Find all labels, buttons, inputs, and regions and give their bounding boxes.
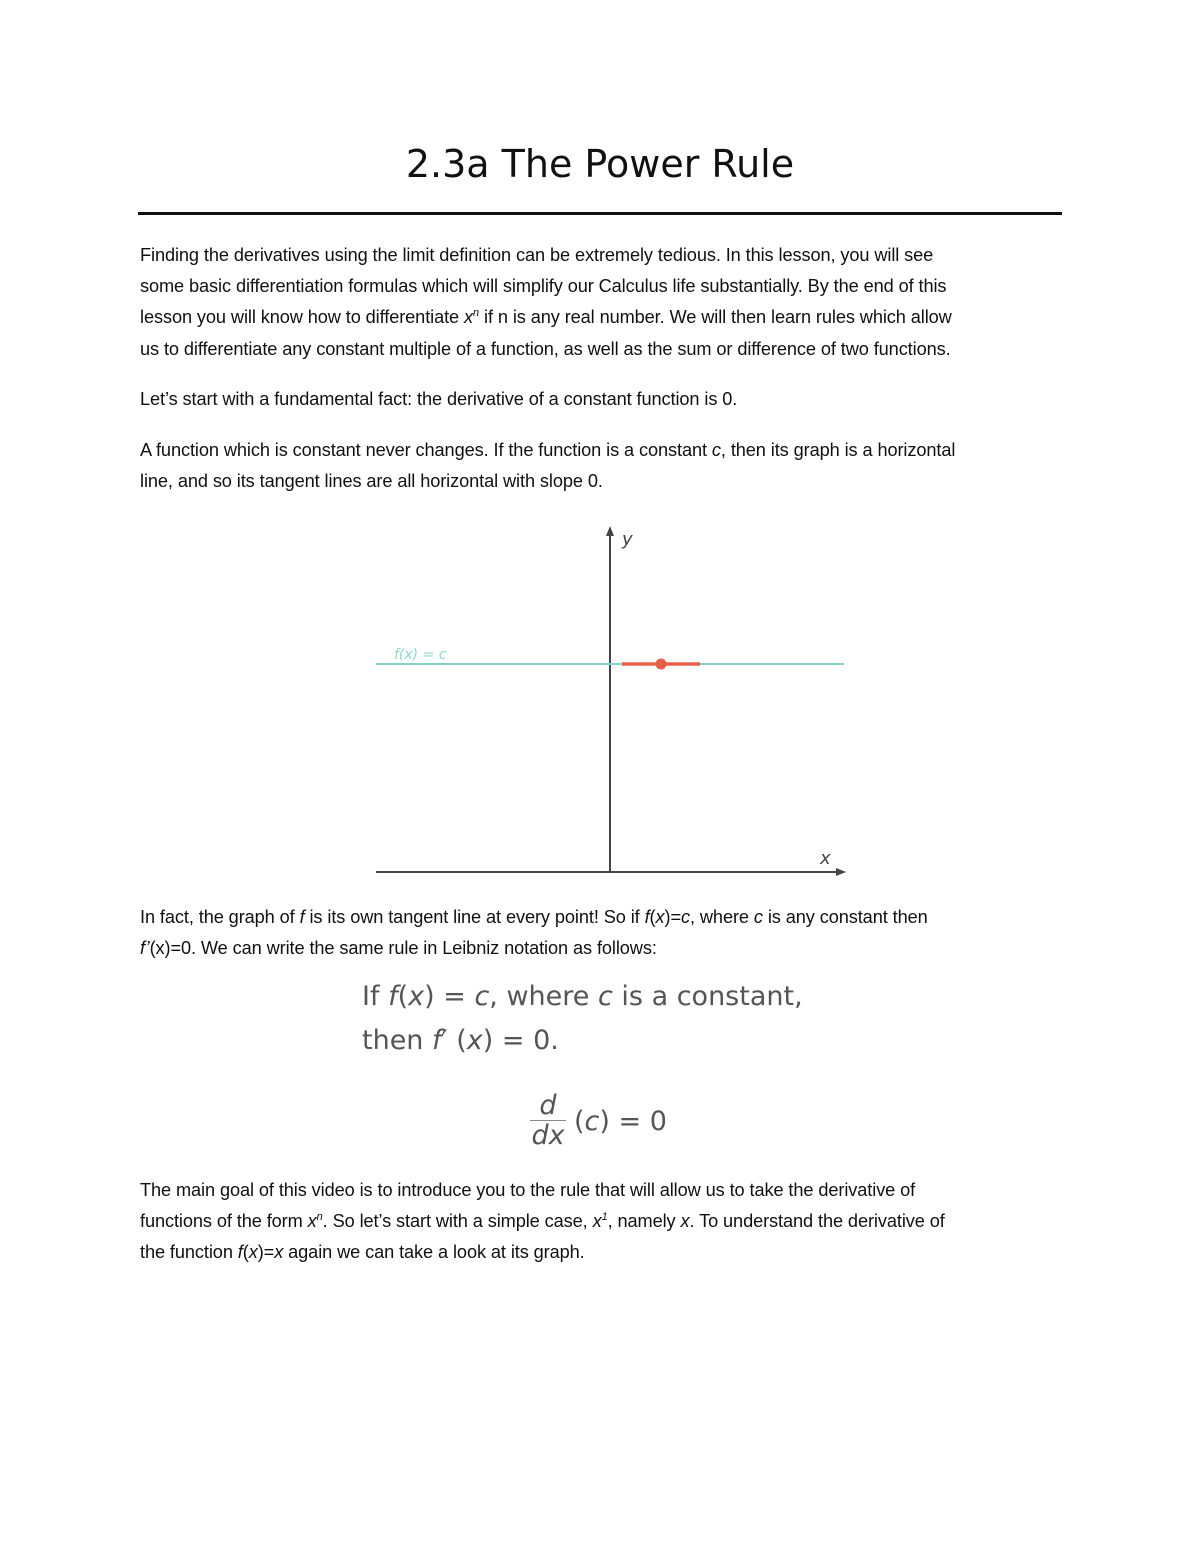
leibniz-result: (c) = 0 xyxy=(574,1106,667,1137)
title-divider xyxy=(138,212,1062,215)
y-axis-label: y xyxy=(622,529,633,550)
x-axis-arrow-icon xyxy=(836,868,846,876)
curve-label: f(x) = c xyxy=(394,647,447,663)
intro-paragraph: Finding the derivatives using the limit definition can be extremely tedious. In this lesson, you will see some basic differentiation formulas which will simplify our Calculus life substantially. By the end of this lesson you will know how to differentiate $x^n$ if n is any real number. We will then learn rules which allow us to differentiate any constant multiple of a function, as well as the sum or difference of two functions. xyxy=(140,245,952,359)
goal-paragraph: The main goal of this video is to introduce you to the rule that will allow us to take the derivative of functions of the form $x^n$. So let’s start with a simple case, $x^1$, namely x. To understand the derivative of the function f(x)=x again we can take a look at its graph. xyxy=(140,1180,945,1263)
constant-paragraph: A function which is constant never changes. If the function is a constant c, then its graph is a horizontal line, and so its tangent lines are all horizontal with slope 0. xyxy=(140,440,956,492)
own-tangent-paragraph: In fact, the graph of f is its own tangent line at every point! So if f(x)=c, where c is any constant then f’(x)=0. We can write the same rule in Leibniz notation as follows: xyxy=(140,907,928,959)
fact-paragraph: Let’s start with a fundamental fact: the derivative of a constant function is 0. xyxy=(140,389,738,409)
tangent-point xyxy=(656,659,667,670)
derivative-operator: d dx xyxy=(531,1090,565,1151)
page-title: 2.3a The Power Rule xyxy=(405,142,795,186)
y-axis-arrow-icon xyxy=(606,526,614,536)
leibniz-formula xyxy=(520,1090,720,1160)
constant-rule-formula: If f(x) = c, where c is a constant, then f′ (x) = 0. xyxy=(362,981,803,1056)
x-axis-label: x xyxy=(820,848,831,869)
constant-function-graph xyxy=(370,520,850,882)
